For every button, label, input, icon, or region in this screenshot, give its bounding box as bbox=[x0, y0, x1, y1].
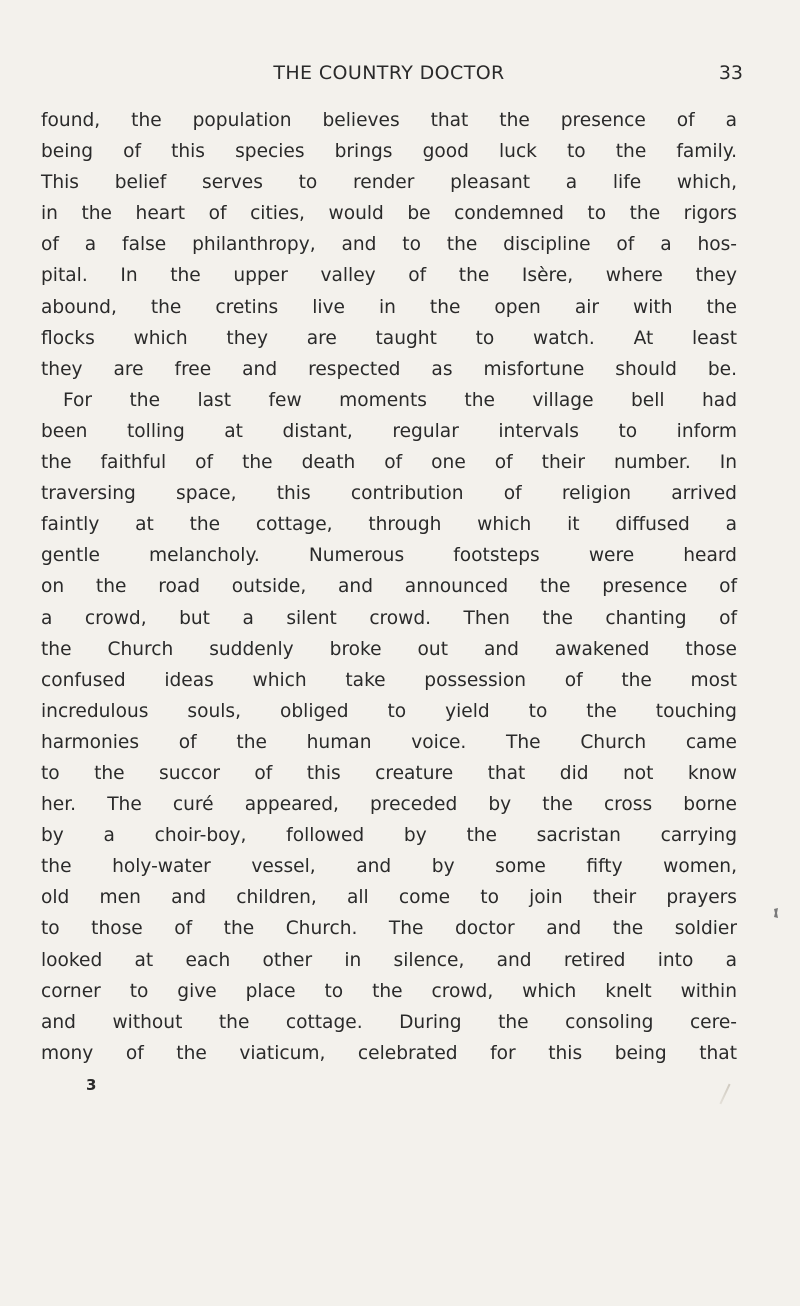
text-line: old men and children, all come to join their prayers bbox=[41, 887, 737, 909]
text-line: of a false philanthropy, and to the discipline of a hos- bbox=[41, 234, 737, 256]
paper-smudge bbox=[719, 1084, 730, 1105]
margin-ink-mark bbox=[773, 907, 779, 919]
text-line: they are free and respected as misfortune should be. bbox=[41, 358, 737, 380]
text-line: the holy-water vessel, and by some fifty women, bbox=[41, 856, 737, 878]
signature-mark: 3 bbox=[86, 1076, 97, 1094]
text-line: on the road outside, and announced the presence of bbox=[41, 576, 737, 598]
text-line: corner to give place to the crowd, which knelt within bbox=[41, 980, 737, 1002]
running-title: THE COUNTRY DOCTOR bbox=[273, 62, 505, 84]
text-line: abound, the cretins live in the open air with the bbox=[41, 296, 737, 318]
text-line: flocks which they are taught to watch. At least bbox=[41, 327, 737, 349]
text-line: mony of the viaticum, celebrated for this being that bbox=[41, 1042, 737, 1064]
text-line: in the heart of cities, would be condemned to the rigors bbox=[41, 203, 737, 225]
running-head bbox=[41, 58, 743, 88]
text-line: faintly at the cottage, through which it diffused a bbox=[41, 514, 737, 536]
text-line: gentle melancholy. Numerous footsteps were heard bbox=[41, 545, 737, 567]
text-line: looked at each other in silence, and retired into a bbox=[41, 949, 737, 971]
text-line: incredulous souls, obliged to yield to the touching bbox=[41, 700, 737, 722]
text-line: been tolling at distant, regular intervals to inform bbox=[41, 420, 737, 442]
text-line: by a choir-boy, followed by the sacristan carrying bbox=[41, 825, 737, 847]
text-line: and without the cottage. During the consoling cere- bbox=[41, 1011, 737, 1033]
text-line: traversing space, this contribution of religion arrived bbox=[41, 483, 737, 505]
text-line: found, the population believes that the presence of a bbox=[41, 110, 737, 131]
text-line: For the last few moments the village bell had bbox=[63, 389, 737, 411]
text-line: This belief serves to render pleasant a life which, bbox=[41, 172, 737, 194]
text-line: harmonies of the human voice. The Church came bbox=[41, 731, 737, 753]
text-line: her. The curé appeared, preceded by the cross borne bbox=[41, 794, 737, 816]
text-line: to those of the Church. The doctor and the soldier bbox=[41, 918, 737, 940]
text-line: confused ideas which take possession of the most bbox=[41, 669, 737, 691]
text-line: pital. In the upper valley of the Isère, where they bbox=[41, 265, 737, 287]
text-line: a crowd, but a silent crowd. Then the chanting of bbox=[41, 607, 737, 629]
body-text bbox=[41, 105, 737, 1069]
page-number: 33 bbox=[718, 62, 743, 84]
text-line: being of this species brings good luck to the family. bbox=[41, 141, 737, 163]
text-line: the faithful of the death of one of their number. In bbox=[41, 452, 737, 474]
text-line: to the succor of this creature that did not know bbox=[41, 762, 737, 784]
text-line: the Church suddenly broke out and awakened those bbox=[41, 638, 737, 660]
